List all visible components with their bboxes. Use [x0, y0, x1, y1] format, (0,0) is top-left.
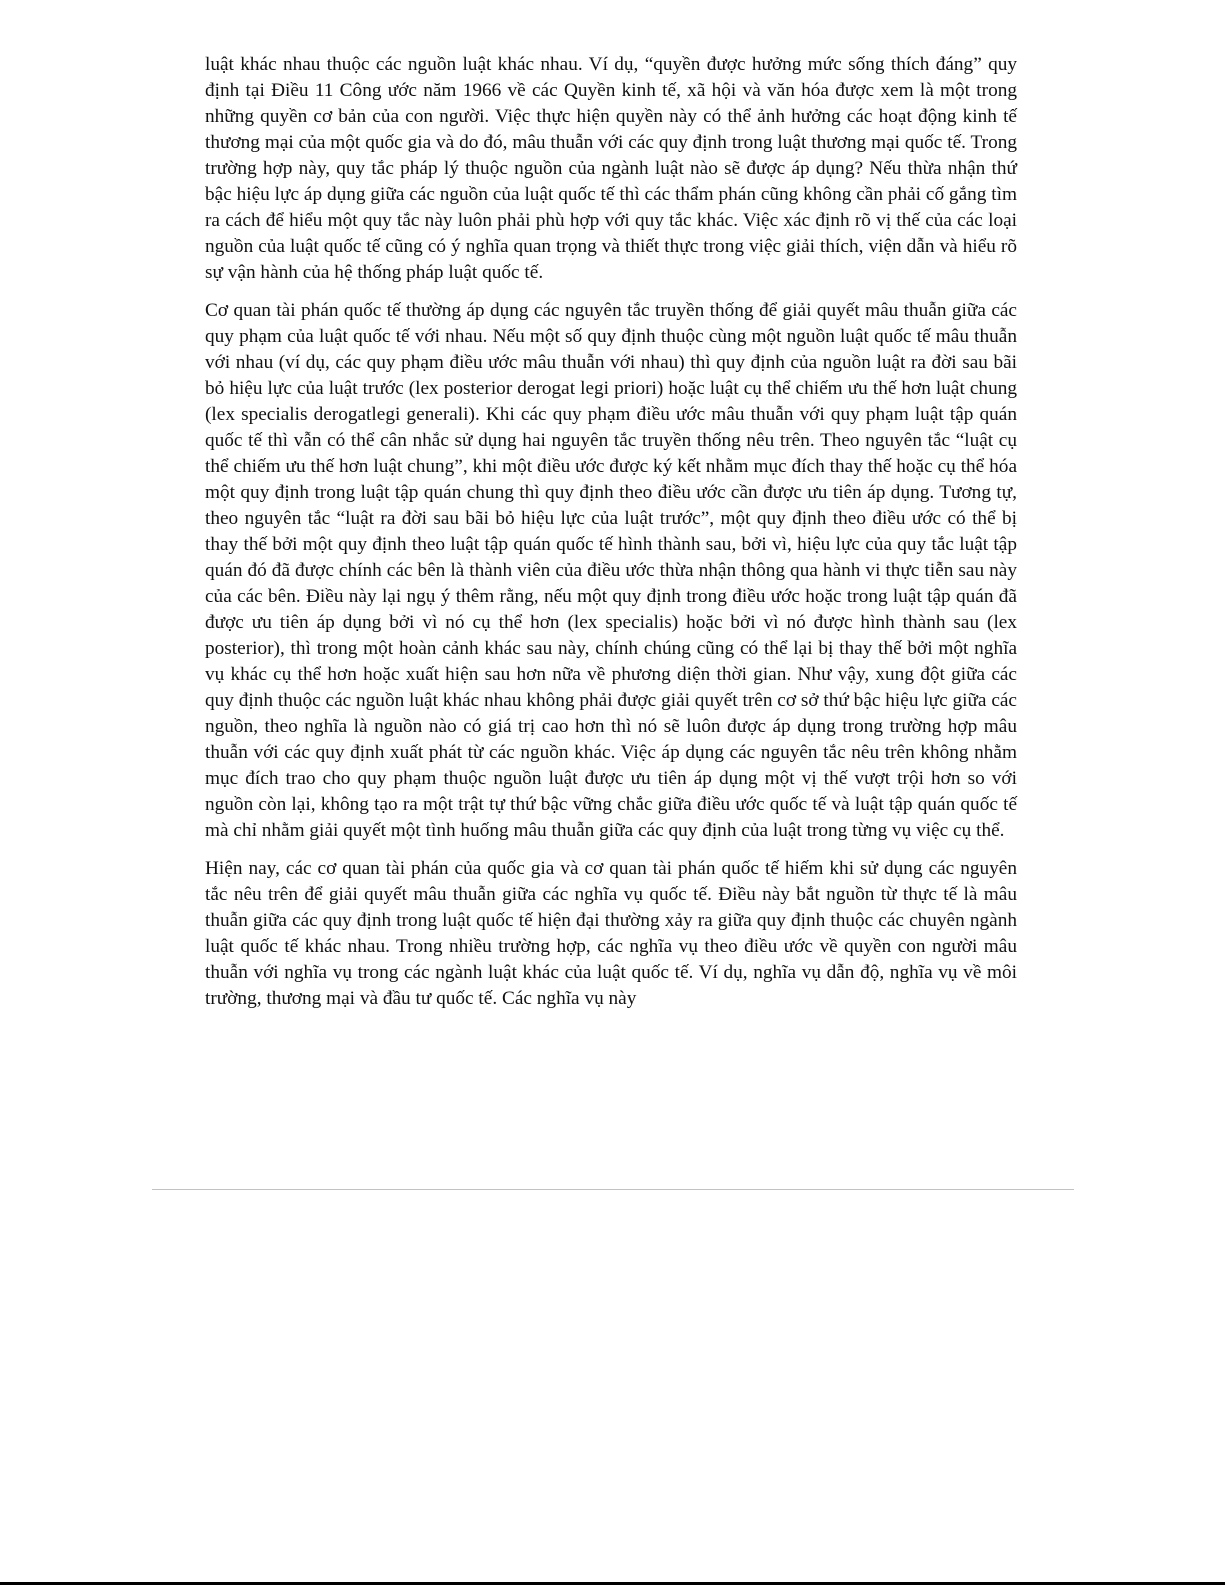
paragraph-1: luật khác nhau thuộc các nguồn luật khác nhau. Ví dụ, “quyền được hưởng mức sống thích đáng” quy định tại Điều 11 Công ước năm 1966 về các Quyền kinh tế, xã hội và văn hóa được xem là một trong những quyền cơ bản của con người. Việc thực hiện quyền này có thể ảnh hưởng các hoạt động kinh tế thương mại của một quốc gia và do đó, mâu thuẫn với các quy định trong luật thương mại quốc tế. Trong trường hợp này, quy tắc pháp lý thuộc nguồn của ngành luật nào sẽ được áp dụng? Nếu thừa nhận thứ bậc hiệu lực áp dụng giữa các nguồn của luật quốc tế thì các thẩm phán cũng không cần phải cố gắng tìm ra cách để hiểu một quy tắc này luôn phải phù hợp với quy tắc khác. Việc xác định rõ vị thế của các loại nguồn của luật quốc tế cũng có ý nghĩa quan trọng và thiết thực trong việc giải thích, viện dẫn và hiểu rõ sự vận hành của hệ thống pháp luật quốc tế. [205, 54, 1017, 283]
page-body [205, 52, 1017, 1024]
paragraph-3: Hiện nay, các cơ quan tài phán của quốc gia và cơ quan tài phán quốc tế hiếm khi sử dụng các nguyên tắc nêu trên để giải quyết mâu thuẫn giữa các nghĩa vụ quốc tế. Điều này bắt nguồn từ thực tế là mâu thuẫn giữa các quy định trong luật quốc tế hiện đại thường xảy ra giữa quy định thuộc các chuyên ngành luật quốc tế khác nhau. Trong nhiều trường hợp, các nghĩa vụ theo điều ước về quyền con người mâu thuẫn với nghĩa vụ trong các ngành luật khác của luật quốc tế. Ví dụ, nghĩa vụ dẫn độ, nghĩa vụ về môi trường, thương mại và đầu tư quốc tế. Các nghĩa vụ này [205, 858, 1017, 1009]
paragraph-2: Cơ quan tài phán quốc tế thường áp dụng các nguyên tắc truyền thống để giải quyết mâu thuẫn giữa các quy phạm của luật quốc tế với nhau. Nếu một số quy định thuộc cùng một nguồn luật quốc tế mâu thuẫn với nhau (ví dụ, các quy phạm điều ước mâu thuẫn với nhau) thì quy định của nguồn luật ra đời sau bãi bỏ hiệu lực của luật trước (lex posterior derogat legi priori) hoặc luật cụ thể chiếm ưu thế hơn luật chung (lex specialis derogatlegi generali). Khi các quy phạm điều ước mâu thuẫn với quy phạm luật tập quán quốc tế thì vẫn có thể cân nhắc sử dụng hai nguyên tắc truyền thống nêu trên. Theo nguyên tắc “luật cụ thể chiếm ưu thế hơn luật chung”, khi một điều ước được ký kết nhằm mục đích thay thế hoặc cụ thể hóa một quy định trong luật tập quán chung thì quy định theo điều ước cần được ưu tiên áp dụng. Tương tự, theo nguyên tắc “luật ra đời sau bãi bỏ hiệu lực của luật trước”, một quy định theo điều ước có thể bị thay thế bởi một quy định theo luật tập quán quốc tế hình thành sau, bởi vì, hiệu lực của quy tắc luật tập quán đó đã được chính các bên là thành viên của điều ước thừa nhận thông qua hành vi thực tiễn sau này của các bên. Điều này lại ngụ ý thêm rằng, nếu một quy định trong điều ước hoặc trong luật tập quán đã được ưu tiên áp dụng bởi vì nó cụ thể hơn (lex specialis) hoặc bởi vì nó được hình thành sau (lex posterior), thì trong một hoàn cảnh khác sau này, chính chúng cũng có thể lại bị thay thế bởi một nghĩa vụ khác cụ thể hơn hoặc xuất hiện sau hơn nữa về phương diện thời gian. Như vậy, xung đột giữa các quy định thuộc các nguồn luật khác nhau không phải được giải quyết trên cơ sở thứ bậc hiệu lực giữa các nguồn, theo nghĩa là nguồn nào có giá trị cao hơn thì nó sẽ luôn được áp dụng trong trường hợp mâu thuẫn với các quy định xuất phát từ các nguồn khác. Việc áp dụng các nguyên tắc nêu trên không nhằm mục đích trao cho quy phạm thuộc nguồn luật được ưu tiên áp dụng một vị thế vượt trội hơn so với nguồn còn lại, không tạo ra một trật tự thứ bậc vững chắc giữa điều ước quốc tế và luật tập quán quốc tế mà chỉ nhằm giải quyết một tình huống mâu thuẫn giữa các quy định của luật trong từng vụ việc cụ thể. [205, 300, 1017, 841]
page-separator-line [152, 1189, 1074, 1190]
